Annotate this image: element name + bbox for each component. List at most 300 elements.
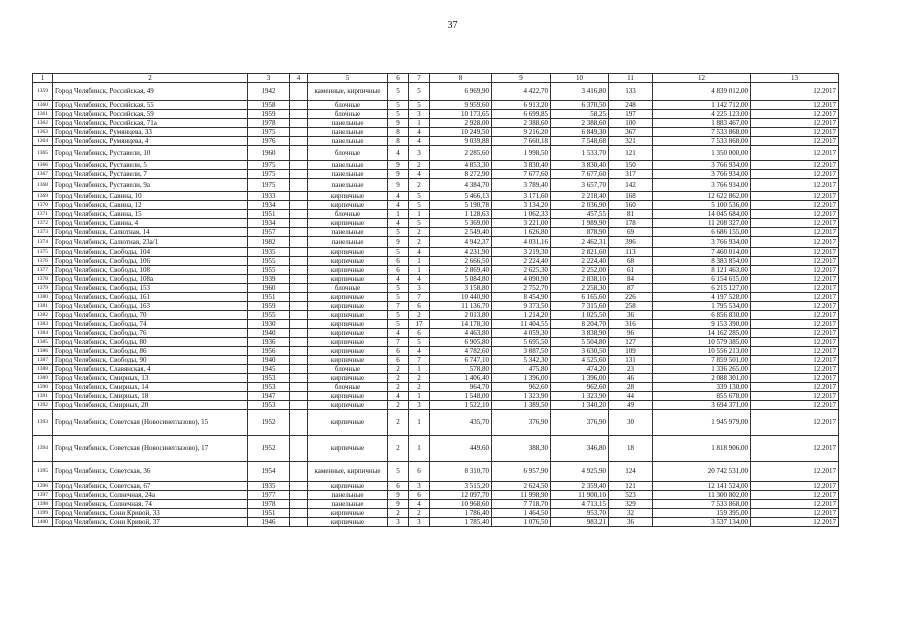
living-area-cell: 7 660,18	[492, 137, 551, 146]
entrances-cell: 6	[409, 462, 430, 482]
year-built-cell: 1975	[248, 128, 290, 137]
address-cell: Город Челябинск, Свободы, 163	[53, 302, 248, 311]
residential-area-cell: 1 396,00	[551, 374, 609, 383]
row-number-cell: 1372	[33, 219, 53, 228]
cost-cell: 3 766 934,00	[653, 237, 751, 248]
cost-cell: 1 945 979,00	[653, 410, 751, 436]
column-4-cell	[290, 119, 308, 128]
table-row	[33, 436, 839, 462]
table-row	[33, 128, 839, 137]
year-built-cell: 1956	[248, 347, 290, 356]
residential-area-cell: 11 900,10	[551, 491, 609, 500]
row-number-cell: 1371	[33, 210, 53, 219]
year-built-cell: 1942	[248, 83, 290, 101]
date-cell: 12.2017	[751, 228, 839, 237]
table-row	[33, 219, 839, 228]
column-4-cell	[290, 302, 308, 311]
date-cell: 12.2017	[751, 365, 839, 374]
table-row	[33, 347, 839, 356]
entrances-cell: 1	[409, 266, 430, 275]
residents-cell: 96	[609, 329, 653, 338]
living-area-cell: 7 718,70	[492, 500, 551, 509]
row-number-cell: 1400	[33, 518, 53, 527]
cost-cell: 3 766 934,00	[653, 161, 751, 170]
entrances-cell: 2	[409, 161, 430, 170]
floors-cell: 9	[388, 161, 409, 170]
total-area-cell: 1 548,00	[430, 392, 492, 401]
floors-cell: 9	[388, 237, 409, 248]
total-area-cell: 9 959,60	[430, 101, 492, 110]
date-cell: 12.2017	[751, 275, 839, 284]
wall-material-cell: каменные, кирпичные	[308, 462, 388, 482]
residential-area-cell: 953,70	[551, 509, 609, 518]
table-row	[33, 228, 839, 237]
living-area-cell: 2 625,30	[492, 266, 551, 275]
column-4-cell	[290, 248, 308, 257]
living-area-cell: 5 342,30	[492, 356, 551, 365]
date-cell: 12.2017	[751, 383, 839, 392]
column-4-cell	[290, 329, 308, 338]
wall-material-cell: кирпичные	[308, 392, 388, 401]
date-cell: 12.2017	[751, 347, 839, 356]
residential-area-cell: 2 821,60	[551, 248, 609, 257]
residential-area-cell: 6 165,60	[551, 293, 609, 302]
total-area-cell: 1 786,40	[430, 509, 492, 518]
year-built-cell: 1977	[248, 491, 290, 500]
residential-area-cell: 2 252,00	[551, 266, 609, 275]
living-area-cell: 3 830,40	[492, 161, 551, 170]
residents-cell: 69	[609, 228, 653, 237]
address-cell: Город Челябинск, Сони Кривой, 37	[53, 518, 248, 527]
table-row	[33, 119, 839, 128]
date-cell: 12.2017	[751, 320, 839, 329]
date-cell: 12.2017	[751, 210, 839, 219]
floors-cell: 6	[388, 347, 409, 356]
residential-area-cell: 983,21	[551, 518, 609, 527]
row-number-cell: 1368	[33, 179, 53, 192]
column-4-cell	[290, 146, 308, 161]
table-row	[33, 237, 839, 248]
cost-cell: 7 460 014,00	[653, 248, 751, 257]
row-number-cell: 1359	[33, 83, 53, 101]
address-cell: Город Челябинск, Российская, 59	[53, 110, 248, 119]
living-area-cell: 2 388,60	[492, 119, 551, 128]
year-built-cell: 1936	[248, 338, 290, 347]
wall-material-cell: кирпичные	[308, 482, 388, 491]
living-area-cell: 3 789,40	[492, 179, 551, 192]
living-area-cell: 1 323,90	[492, 392, 551, 401]
total-area-cell: 4 853,30	[430, 161, 492, 170]
floors-cell: 5	[388, 462, 409, 482]
residential-area-cell: 2 359,40	[551, 482, 609, 491]
year-built-cell: 1952	[248, 410, 290, 436]
cost-cell: 7 533 868,00	[653, 128, 751, 137]
floors-cell: 7	[388, 302, 409, 311]
date-cell: 12.2017	[751, 161, 839, 170]
address-cell: Город Челябинск, Свободы, 108а	[53, 275, 248, 284]
wall-material-cell: кирпичные	[308, 509, 388, 518]
residents-cell: 316	[609, 320, 653, 329]
residents-cell: 87	[609, 284, 653, 293]
address-cell: Город Челябинск, Российская, 49	[53, 83, 248, 101]
living-area-cell: 3 887,50	[492, 347, 551, 356]
residents-cell: 258	[609, 302, 653, 311]
column-4-cell	[290, 275, 308, 284]
wall-material-cell: панельные	[308, 228, 388, 237]
wall-material-cell: кирпичные	[308, 374, 388, 383]
total-area-cell: 4 942,37	[430, 237, 492, 248]
address-cell: Город Челябинск, Свободы, 80	[53, 338, 248, 347]
row-number-cell: 1379	[33, 284, 53, 293]
year-built-cell: 1939	[248, 275, 290, 284]
residents-cell: 121	[609, 146, 653, 161]
wall-material-cell: кирпичные	[308, 275, 388, 284]
year-built-cell: 1954	[248, 462, 290, 482]
address-cell: Город Челябинск, Советская, 67	[53, 482, 248, 491]
cost-cell: 12 622 862,00	[653, 192, 751, 201]
entrances-cell: 2	[409, 311, 430, 320]
living-area-cell: 11 998,90	[492, 491, 551, 500]
row-number-cell: 1399	[33, 509, 53, 518]
residents-cell: 36	[609, 311, 653, 320]
entrances-cell: 4	[409, 248, 430, 257]
row-number-cell: 1366	[33, 161, 53, 170]
address-cell: Город Челябинск, Свободы, 76	[53, 329, 248, 338]
year-built-cell: 1955	[248, 266, 290, 275]
residential-area-cell: 3 416,80	[551, 83, 609, 101]
table-row	[33, 179, 839, 192]
living-area-cell: 1 062,33	[492, 210, 551, 219]
residents-cell: 113	[609, 248, 653, 257]
living-area-cell: 9 216,20	[492, 128, 551, 137]
entrances-cell: 3	[409, 518, 430, 527]
entrances-cell: 3	[409, 284, 430, 293]
column-4-cell	[290, 137, 308, 146]
entrances-cell: 3	[409, 110, 430, 119]
residents-cell: 127	[609, 338, 653, 347]
total-area-cell: 12 097,70	[430, 491, 492, 500]
row-number-cell: 1361	[33, 110, 53, 119]
cost-cell: 11 300 802,00	[653, 491, 751, 500]
row-number-cell: 1386	[33, 347, 53, 356]
residential-area-cell: 7 315,60	[551, 302, 609, 311]
column-4-cell	[290, 219, 308, 228]
address-cell: Город Челябинск, Руставели, 10	[53, 146, 248, 161]
address-cell: Город Челябинск, Свободы, 86	[53, 347, 248, 356]
entrances-cell: 4	[409, 128, 430, 137]
column-4-cell	[290, 500, 308, 509]
year-built-cell: 1945	[248, 365, 290, 374]
residents-cell: 197	[609, 110, 653, 119]
table-row	[33, 383, 839, 392]
living-area-cell: 5 695,50	[492, 338, 551, 347]
wall-material-cell: блочные	[308, 284, 388, 293]
date-cell: 12.2017	[751, 266, 839, 275]
row-number-cell: 1362	[33, 119, 53, 128]
wall-material-cell: панельные	[308, 128, 388, 137]
year-built-cell: 1975	[248, 179, 290, 192]
total-area-cell: 5 190,78	[430, 201, 492, 210]
entrances-cell: 4	[409, 137, 430, 146]
residents-cell: 317	[609, 170, 653, 179]
living-area-cell: 1 464,50	[492, 509, 551, 518]
total-area-cell: 2 549,40	[430, 228, 492, 237]
wall-material-cell: блочные	[308, 383, 388, 392]
residential-area-cell: 8 204,70	[551, 320, 609, 329]
wall-material-cell: панельные	[308, 161, 388, 170]
column-header: 9	[492, 74, 551, 83]
column-header: 5	[308, 74, 388, 83]
row-number-cell: 1365	[33, 146, 53, 161]
living-area-cell: 6 699,85	[492, 110, 551, 119]
residential-area-cell: 346,80	[551, 436, 609, 462]
column-4-cell	[290, 374, 308, 383]
entrances-cell: 1	[409, 436, 430, 462]
wall-material-cell: кирпичные	[308, 518, 388, 527]
cost-cell: 3 694 371,00	[653, 401, 751, 410]
date-cell: 12.2017	[751, 119, 839, 128]
floors-cell: 4	[388, 329, 409, 338]
living-area-cell: 7 677,60	[492, 170, 551, 179]
floors-cell: 9	[388, 179, 409, 192]
cost-cell: 6 686 155,00	[653, 228, 751, 237]
table-row	[33, 146, 839, 161]
residents-cell: 226	[609, 293, 653, 302]
residents-cell: 142	[609, 179, 653, 192]
address-cell: Город Челябинск, Смирных, 18	[53, 392, 248, 401]
residents-cell: 396	[609, 237, 653, 248]
row-number-cell: 1389	[33, 374, 53, 383]
cost-cell: 8 121 463,00	[653, 266, 751, 275]
table-row	[33, 110, 839, 119]
address-cell: Город Челябинск, Смирных, 20	[53, 401, 248, 410]
floors-cell: 4	[388, 192, 409, 201]
floors-cell: 5	[388, 293, 409, 302]
cost-cell: 3 766 934,00	[653, 179, 751, 192]
entrances-cell: 7	[409, 356, 430, 365]
address-cell: Город Челябинск, Савина, 12	[53, 201, 248, 210]
residential-area-cell: 2 388,60	[551, 119, 609, 128]
entrances-cell: 5	[409, 338, 430, 347]
table-row	[33, 192, 839, 201]
column-4-cell	[290, 356, 308, 365]
year-built-cell: 1951	[248, 210, 290, 219]
residential-area-cell: 878,90	[551, 228, 609, 237]
total-area-cell: 10 249,50	[430, 128, 492, 137]
wall-material-cell: кирпичные	[308, 293, 388, 302]
living-area-cell: 2 624,50	[492, 482, 551, 491]
address-cell: Город Челябинск, Смирных, 13	[53, 374, 248, 383]
table-row	[33, 266, 839, 275]
date-cell: 12.2017	[751, 110, 839, 119]
column-4-cell	[290, 257, 308, 266]
floors-cell: 4	[388, 219, 409, 228]
table-row	[33, 293, 839, 302]
floors-cell: 2	[388, 383, 409, 392]
year-built-cell: 1959	[248, 302, 290, 311]
residential-area-cell: 3 630,50	[551, 347, 609, 356]
living-area-cell: 6 957,90	[492, 462, 551, 482]
residents-cell: 168	[609, 192, 653, 201]
address-cell: Город Челябинск, Советская (Новосинеглазово), 15	[53, 410, 248, 436]
living-area-cell: 1 076,50	[492, 518, 551, 527]
address-cell: Город Челябинск, Славянская, 4	[53, 365, 248, 374]
year-built-cell: 1951	[248, 293, 290, 302]
living-area-cell: 3 171,60	[492, 192, 551, 201]
floors-cell: 9	[388, 500, 409, 509]
total-area-cell: 2 666,50	[430, 257, 492, 266]
column-4-cell	[290, 237, 308, 248]
residents-cell: 28	[609, 383, 653, 392]
cost-cell: 5 100 536,00	[653, 201, 751, 210]
address-cell: Город Челябинск, Солнечная, 74	[53, 500, 248, 509]
entrances-cell: 1	[409, 365, 430, 374]
residential-area-cell: 376,90	[551, 410, 609, 436]
floors-cell: 5	[388, 311, 409, 320]
housing-register-table	[32, 73, 839, 527]
residents-cell: 100	[609, 119, 653, 128]
wall-material-cell: каменные, кирпичные	[308, 83, 388, 101]
column-4-cell	[290, 518, 308, 527]
column-4-cell	[290, 293, 308, 302]
table-row	[33, 329, 839, 338]
table-row	[33, 482, 839, 491]
entrances-cell: 1	[409, 410, 430, 436]
column-4-cell	[290, 338, 308, 347]
year-built-cell: 1960	[248, 284, 290, 293]
entrances-cell: 1	[409, 210, 430, 219]
year-built-cell: 1978	[248, 119, 290, 128]
address-cell: Город Челябинск, Руставели, 9а	[53, 179, 248, 192]
living-area-cell: 4 090,90	[492, 275, 551, 284]
row-number-cell: 1387	[33, 356, 53, 365]
residents-cell: 23	[609, 365, 653, 374]
total-area-cell: 2 285,60	[430, 146, 492, 161]
floors-cell: 5	[388, 248, 409, 257]
entrances-cell: 7	[409, 293, 430, 302]
entrances-cell: 1	[409, 392, 430, 401]
total-area-cell: 4 384,70	[430, 179, 492, 192]
floors-cell: 2	[388, 410, 409, 436]
residential-area-cell: 58,25	[551, 110, 609, 119]
address-cell: Город Челябинск, Российская, 71а	[53, 119, 248, 128]
address-cell: Город Челябинск, Савина, 10	[53, 192, 248, 201]
row-number-cell: 1381	[33, 302, 53, 311]
table-row	[33, 518, 839, 527]
floors-cell: 4	[388, 201, 409, 210]
address-cell: Город Челябинск, Салютная, 23а/1	[53, 237, 248, 248]
date-cell: 12.2017	[751, 338, 839, 347]
floors-cell: 6	[388, 266, 409, 275]
wall-material-cell: кирпичные	[308, 329, 388, 338]
residential-area-cell: 962,60	[551, 383, 609, 392]
living-area-cell: 376,90	[492, 410, 551, 436]
residential-area-cell: 457,55	[551, 210, 609, 219]
date-cell: 12.2017	[751, 329, 839, 338]
column-header: 4	[290, 74, 308, 83]
entrances-cell: 5	[409, 192, 430, 201]
wall-material-cell: кирпичные	[308, 320, 388, 329]
date-cell: 12.2017	[751, 237, 839, 248]
living-area-cell: 11 404,55	[492, 320, 551, 329]
date-cell: 12.2017	[751, 128, 839, 137]
living-area-cell: 4 059,30	[492, 329, 551, 338]
column-4-cell	[290, 347, 308, 356]
wall-material-cell: кирпичные	[308, 436, 388, 462]
row-number-cell: 1369	[33, 192, 53, 201]
column-4-cell	[290, 436, 308, 462]
total-area-cell: 10 440,90	[430, 293, 492, 302]
living-area-cell: 2 752,70	[492, 284, 551, 293]
floors-cell: 3	[388, 518, 409, 527]
total-area-cell: 3 158,80	[430, 284, 492, 293]
wall-material-cell: кирпичные	[308, 338, 388, 347]
entrances-cell: 3	[409, 401, 430, 410]
column-header: 1	[33, 74, 53, 83]
floors-cell: 9	[388, 491, 409, 500]
entrances-cell: 2	[409, 237, 430, 248]
total-area-cell: 6 747,10	[430, 356, 492, 365]
row-number-cell: 1383	[33, 320, 53, 329]
date-cell: 12.2017	[751, 170, 839, 179]
cost-cell: 1 336 265,00	[653, 365, 751, 374]
column-4-cell	[290, 110, 308, 119]
floors-cell: 5	[388, 320, 409, 329]
residential-area-cell: 2 838,10	[551, 275, 609, 284]
table-row	[33, 257, 839, 266]
residents-cell: 367	[609, 128, 653, 137]
cost-cell: 6 215 127,00	[653, 284, 751, 293]
total-area-cell: 10 173,65	[430, 110, 492, 119]
column-4-cell	[290, 462, 308, 482]
table-row	[33, 509, 839, 518]
column-number-header-row	[33, 74, 839, 83]
year-built-cell: 1953	[248, 401, 290, 410]
residential-area-cell: 7 677,60	[551, 170, 609, 179]
residential-area-cell: 1 340,20	[551, 401, 609, 410]
residents-cell: 248	[609, 101, 653, 110]
floors-cell: 6	[388, 356, 409, 365]
floors-cell: 1	[388, 210, 409, 219]
living-area-cell: 3 134,20	[492, 201, 551, 210]
cost-cell: 11 208 327,00	[653, 219, 751, 228]
residents-cell: 321	[609, 137, 653, 146]
table-row	[33, 101, 839, 110]
residents-cell: 121	[609, 482, 653, 491]
page-number: 37	[447, 20, 458, 31]
year-built-cell: 1953	[248, 374, 290, 383]
address-cell: Город Челябинск, Руставели, 7	[53, 170, 248, 179]
table-row	[33, 275, 839, 284]
cost-cell: 10 579 385,00	[653, 338, 751, 347]
address-cell: Город Челябинск, Смирных, 14	[53, 383, 248, 392]
floors-cell: 4	[388, 275, 409, 284]
entrances-cell: 2	[409, 383, 430, 392]
date-cell: 12.2017	[751, 302, 839, 311]
living-area-cell: 1 998,50	[492, 146, 551, 161]
residents-cell: 133	[609, 83, 653, 101]
cost-cell: 4 225 123,00	[653, 110, 751, 119]
column-header: 12	[653, 74, 751, 83]
total-area-cell: 4 231,90	[430, 248, 492, 257]
total-area-cell: 2 013,80	[430, 311, 492, 320]
row-number-cell: 1391	[33, 392, 53, 401]
column-4-cell	[290, 410, 308, 436]
column-4-cell	[290, 83, 308, 101]
total-area-cell: 6 905,80	[430, 338, 492, 347]
column-4-cell	[290, 365, 308, 374]
cost-cell: 14 162 285,00	[653, 329, 751, 338]
